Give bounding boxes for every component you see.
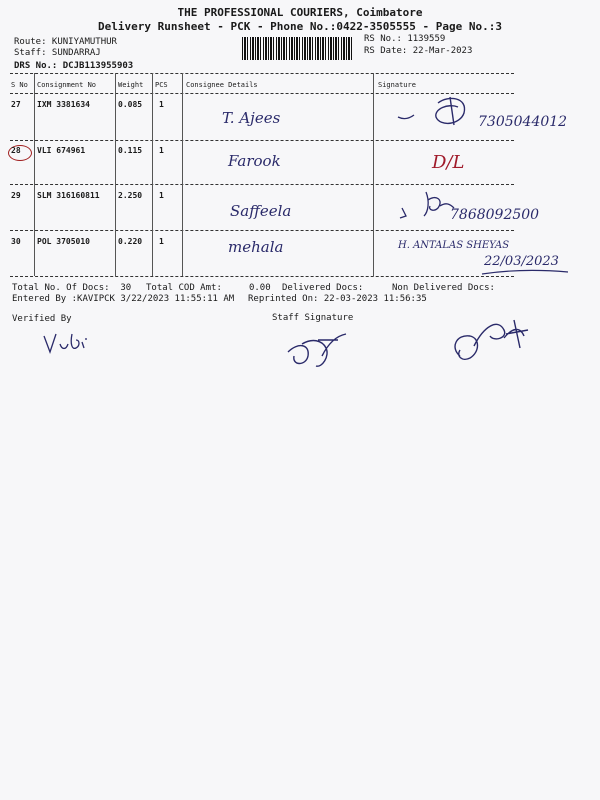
row-weight: 2.250 [118, 191, 143, 200]
route-label: Route: KUNIYAMUTHUR [14, 37, 117, 47]
row-consignment: SLM 316160811 [37, 191, 100, 200]
column-divider [115, 73, 116, 276]
delivered-docs: Delivered Docs: [282, 283, 364, 293]
row-divider [10, 230, 514, 231]
delivery-note-handwriting: D/L [432, 152, 465, 173]
table-bottom-rule [10, 276, 514, 277]
row-pcs: 1 [159, 146, 164, 155]
col-header-pcs: PCS [155, 81, 168, 89]
row29-signature-scribble [396, 186, 476, 226]
drs-number: DRS No.: DCJB113955903 [14, 61, 134, 71]
row-pcs: 1 [159, 191, 164, 200]
col-header-consignment: Consignment No [37, 81, 97, 89]
staff-signature-label: Staff Signature [272, 313, 354, 323]
receiver-name-handwriting: H. ANTALAS SHEYAS [398, 240, 510, 251]
row30-date-underline [480, 268, 580, 278]
row27-signature-scribble [380, 95, 490, 135]
row-consignment: VLI 674961 [37, 146, 86, 155]
row-weight: 0.115 [118, 146, 143, 155]
staff-label: Staff: SUNDARRAJ [14, 48, 101, 58]
row-pcs: 1 [159, 237, 164, 246]
total-docs: Total No. Of Docs: 30 [12, 283, 132, 293]
receiver-date-handwriting: 22/03/2023 [484, 254, 559, 269]
consignee-handwriting: T. Ajees [222, 109, 281, 127]
signature-phone-handwriting: 7305044012 [478, 114, 568, 130]
row-weight: 0.085 [118, 100, 143, 109]
row-consignment: POL 3705010 [37, 237, 90, 246]
consignee-handwriting: Farook [228, 152, 281, 170]
rs-date: RS Date: 22-Mar-2023 [364, 46, 473, 56]
consignee-handwriting: Saffeela [230, 202, 292, 220]
column-divider [152, 73, 153, 276]
table-header-rule [10, 93, 514, 94]
verified-by-label: Verified By [12, 314, 72, 324]
column-divider [34, 73, 35, 276]
verifier-signature [42, 330, 102, 360]
row-pcs: 1 [159, 100, 164, 109]
signature-phone-handwriting: 7868092500 [450, 207, 540, 223]
row-weight: 0.220 [118, 237, 143, 246]
column-divider [182, 73, 183, 276]
row-sno: 30 [11, 237, 21, 246]
consignee-handwriting: mehala [228, 238, 284, 256]
row-divider [10, 184, 514, 185]
column-divider [373, 73, 374, 276]
authority-signature [444, 316, 544, 376]
total-cod: Total COD Amt: 0.00 [146, 283, 271, 293]
runsheet-title: Delivery Runsheet - PCK - Phone No.:0422-3505555 - Page No.:3 [98, 20, 502, 33]
staff-signature [282, 326, 362, 376]
entered-by: Entered By :KAVIPCK 3/22/2023 11:55:11 AM [12, 294, 235, 304]
reprinted-on: Reprinted On: 22-03-2023 11:56:35 [248, 294, 427, 304]
table-top-rule [10, 73, 514, 74]
row-divider [10, 140, 514, 141]
col-header-weight: Weight [118, 81, 144, 89]
row-sno: 29 [11, 191, 21, 200]
barcode [242, 37, 354, 60]
col-header-sno: S No [11, 81, 28, 89]
row-consignment: IXM 3381634 [37, 100, 90, 109]
non-delivered-docs: Non Delivered Docs: [392, 283, 495, 293]
col-header-consignee: Consignee Details [186, 81, 258, 89]
rs-number: RS No.: 1139559 [364, 34, 446, 44]
row-sno: 27 [11, 100, 21, 109]
row-sno: 28 [11, 146, 21, 155]
company-title: THE PROFESSIONAL COURIERS, Coimbatore [177, 6, 423, 19]
col-header-signature: Signature [378, 81, 416, 89]
